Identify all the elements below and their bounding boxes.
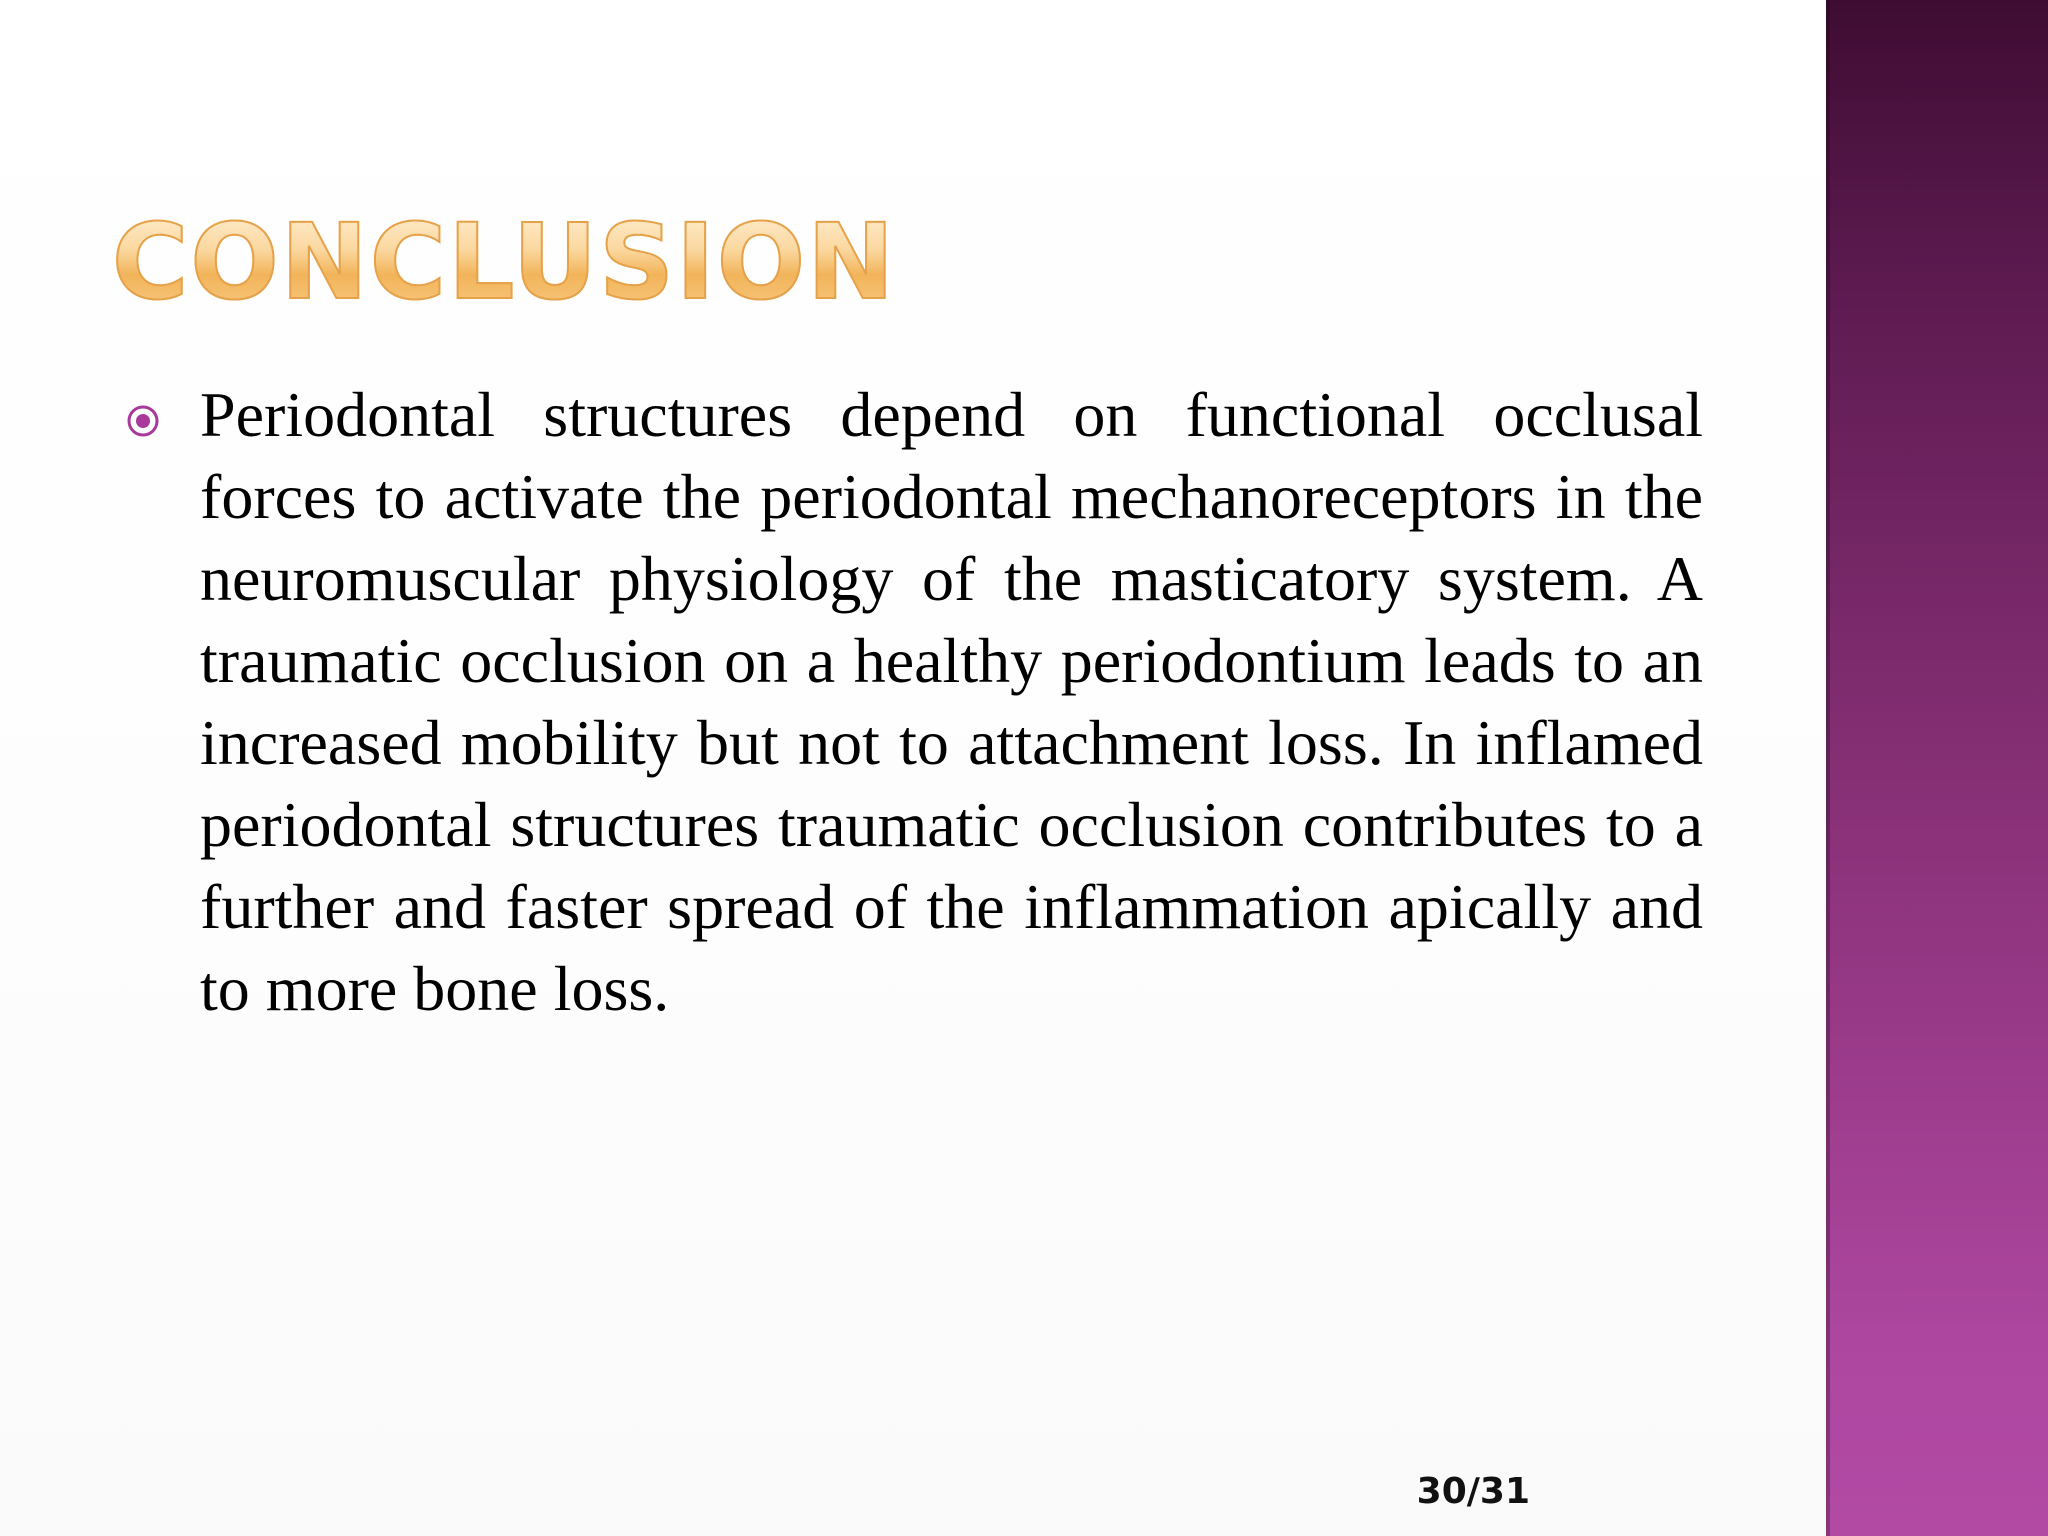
slide-title: CONCLUSION xyxy=(112,198,896,326)
bullet-text: Periodontal structures depend on functional occlusal forces to activate the periodontal mechanoreceptors in the neuromuscular physiology of the masticatory system. A traumatic occlusion on a healthy periodontium leads to an increased mobility but not to attachment loss. In inflamed periodontal structures traumatic occlusion contributes to a further and faster spread of the inflammation apically and to more bone loss. xyxy=(200,379,1703,1024)
page-number: 30/31 xyxy=(1416,1471,1530,1512)
decorative-side-band xyxy=(1826,0,2048,1536)
target-bullet-icon xyxy=(126,404,160,438)
